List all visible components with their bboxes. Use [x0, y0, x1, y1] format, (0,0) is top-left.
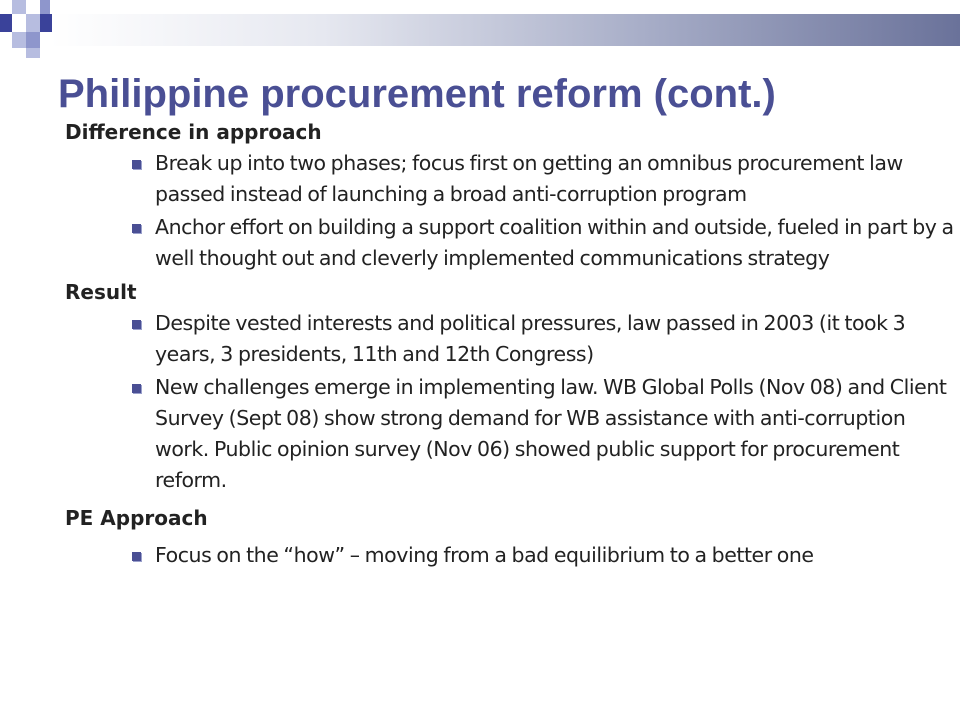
bullet-text: Break up into two phases; focus first on getting an omnibus procurement law passed instead of launching a broad anti-corruption program — [155, 151, 903, 206]
header-gradient-bar — [50, 14, 960, 46]
bullet-list — [65, 308, 955, 496]
section-pe-approach — [65, 502, 955, 571]
bullet-item — [65, 212, 955, 274]
bullet-item — [65, 540, 955, 571]
slide-title: Philippine procurement reform (cont.) — [58, 72, 776, 116]
bullet-text: Focus on the “how” – moving from a bad equilibrium to a better one — [155, 543, 814, 567]
section-heading: Difference in approach — [65, 120, 322, 144]
section-heading: Result — [65, 280, 137, 304]
square-bullet-icon — [132, 224, 141, 233]
bullet-text: Anchor effort on building a support coalition within and outside, fueled in part by a well thought out and cleverly implemented communications strategy — [155, 215, 954, 270]
bullet-item — [65, 148, 955, 210]
section-result — [65, 276, 955, 496]
bullet-list — [65, 148, 955, 274]
bullet-item — [65, 308, 955, 370]
bullet-list — [65, 540, 955, 571]
bullet-item — [65, 372, 955, 496]
bullet-text: New challenges emerge in implementing law. WB Global Polls (Nov 08) and Client Survey (Sept 08) show strong demand for WB assistance with anti-corruption work. Public opinion survey (Nov 06) showed public support for procurement reform. — [155, 375, 947, 492]
square-bullet-icon — [132, 320, 141, 329]
square-bullet-icon — [132, 384, 141, 393]
bullet-text: Despite vested interests and political pressures, law passed in 2003 (it took 3 years, 3 presidents, 11th and 12th Congress) — [155, 311, 906, 366]
section-difference-in-approach — [65, 116, 955, 274]
slide-body — [65, 116, 955, 573]
section-heading: PE Approach — [65, 506, 208, 530]
square-bullet-icon — [132, 160, 141, 169]
square-bullet-icon — [132, 552, 141, 561]
